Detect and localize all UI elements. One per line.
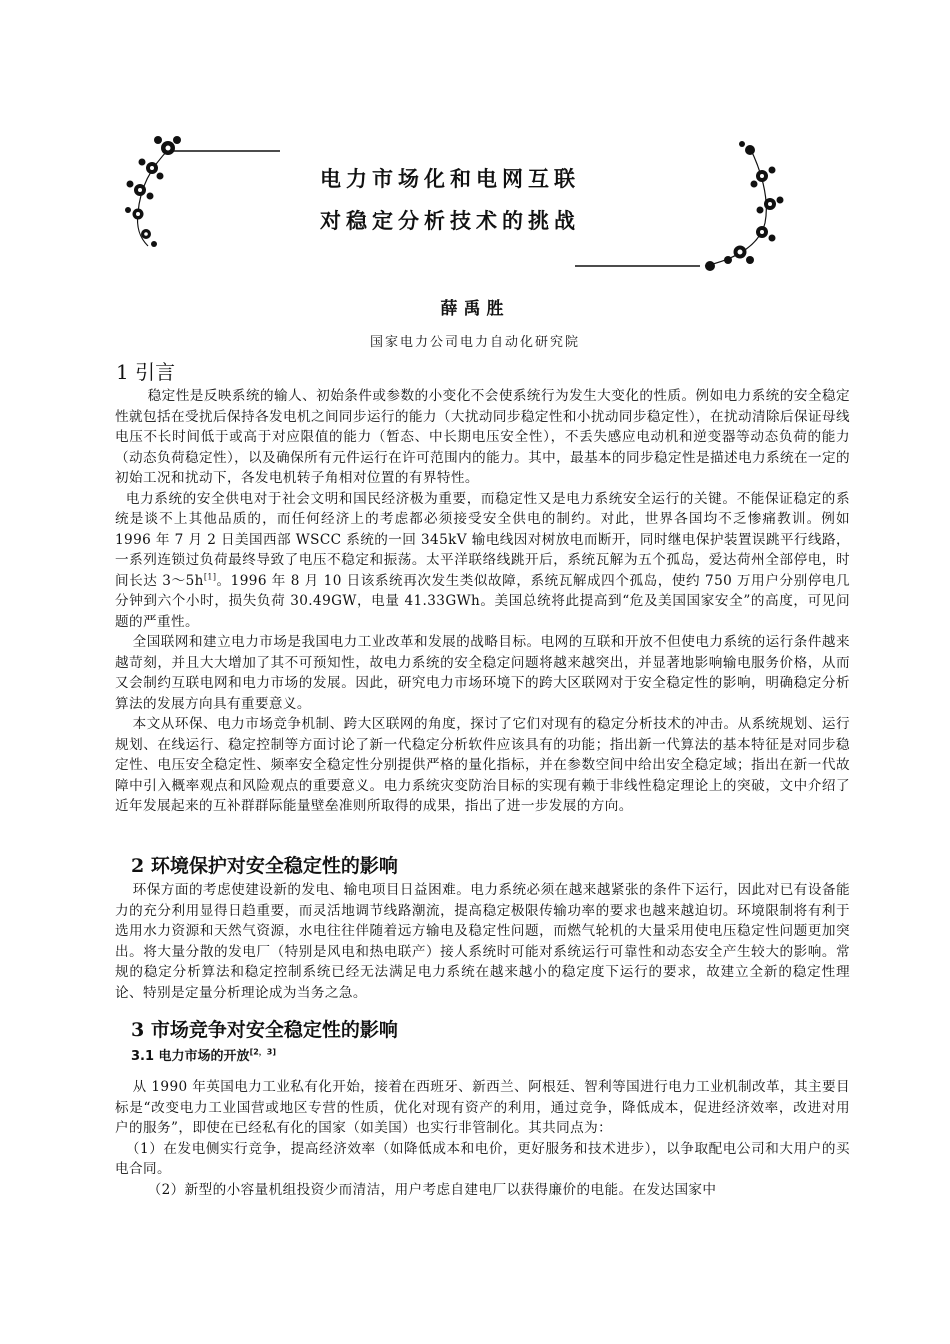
title-line-1: 电力市场化和电网互联 (320, 167, 580, 191)
section-3-paragraph-1: 从 1990 年英国电力工业私有化开始，接着在西班牙、新西兰、阿根廷、智利等国进行电力工业机制改革，其主要目标是“改变电力工业国营或地区专营的性质，优化对现有资产的利用，通过竞争，降低成本，促进经济效率，改进对用户的服务”，即使在已经私有化的国家（如美国）也实行非管制化。其共同点为： (115, 1079, 851, 1136)
title-line-2: 对稳定分析技术的挑战 (320, 209, 580, 233)
section-1-paragraph-2 (115, 489, 850, 633)
section-1-body (115, 386, 850, 817)
section-3-heading: 3 市场竞争对安全稳定性的影响 (131, 1019, 398, 1041)
citation-ref: [2，3] (249, 1047, 277, 1057)
floral-ornament-icon (110, 128, 830, 278)
paragraph-2-text-a: 电力系统的安全供电对于社会文明和国民经济极为重要，而稳定性又是电力系统安全运行的关键。不能保证稳定的系统是谈不上其他品质的，而任何经济上的考虑都必须接受安全供电的制约。对此，世界各国均不乏惨痛教训。例如 1996 年 7 月 2 日美国西部 WSCC 系统的一回 345kV 输电线因对树放电而断开，同时继电保护装置误跳平行线路，一系列连锁过负荷最终导致了电压不稳定和振荡。太平洋联络线跳开后，系统瓦解为五个孤岛，爱达荷州全部停电，时间长达 3～5h (115, 490, 850, 589)
section-2-body (115, 880, 850, 1003)
section-1-heading: 1 引言 (116, 360, 176, 384)
paragraph-2-text-b: 。1996 年 8 月 10 日该系统再次发生类似故障，系统瓦解成四个孤岛，使约 750 万用户分别停电几分钟到六个小时，损失负荷 30.49GW，电量 41.33GWh。美国总统将此提高到“危及美国国家安全”的高度，可见问题的严重性。 (115, 572, 851, 630)
subsection-3-1-title: 3.1 电力市场的开放 (131, 1049, 250, 1064)
subsection-3-1-heading (131, 1045, 276, 1064)
section-1-paragraph-3: 全国联网和建立电力市场是我国电力工业改革和发展的战略目标。电网的互联和开放不但使电力系统的运行条件越来越苛刻，并且大大增加了其不可预知性，故电力系统的安全稳定问题将越来越突出，并显著地影响输电服务价格，从而又会制约互联电网和电力市场的发展。因此，研究电力市场环境下的跨大区联网对于安全稳定性的影响，明确稳定分析算法的发展方向具有重要意义。 (115, 634, 850, 712)
section-3-item-1: （1）在发电侧实行竞争，提高经济效率（如降低成本和电价，更好服务和技术进步），以争取配电公司和大用户的买电合同。 (115, 1140, 850, 1177)
title-banner (110, 128, 830, 278)
author-affiliation: 国家电力公司电力自动化研究院 (369, 335, 580, 350)
section-1-paragraph-1: 稳定性是反映系统的输人、初始条件或参数的小变化不会使系统行为发生大变化的性质。例如电力系统的安全稳定性就包括在受扰后保持各发电机之间同步运行的能力（大扰动同步稳定性和小扰动同步稳定性），在扰动清除后保证母线电压不长时间低于或高于对应限值的能力（暂态、中长期电压安全性），不丢失感应电动机和逆变器等动态负荷的能力（动态负荷稳定性），以及确保所有元件运行在许可范围内的能力。其中，最基本的同步稳定性是描述电力系统在一定的初始工况和扰动下，各发电机转子角相对位置的有界特性。 (115, 388, 850, 486)
section-3-item-2: （2）新型的小容量机组投资少而清洁，用户考虑自建电厂以获得廉价的电能。在发达国家中 (147, 1181, 717, 1198)
section-2-heading: 2 环境保护对安全稳定性的影响 (131, 855, 398, 877)
section-3-body (115, 1077, 850, 1200)
section-2-paragraph-1: 环保方面的考虑使建设新的发电、输电项目日益困难。电力系统必须在越来越紧张的条件下运行，因此对已有设备能力的充分利用显得日趋重要，而灵活地调节线路潮流，提高稳定极限传输功率的要求也越来越迫切。环境限制将有利于选用水力资源和天然气资源，水电往往伴随着远方输电及稳定性问题，而燃气轮机的大量采用使电压稳定性问题更加突出。将大量分散的发电厂（特别是风电和热电联产）接人系统时可能对系统运行可靠性和动态安全产生较大的影响。常规的稳定分析算法和稳定控制系统已经无法满足电力系统在越来越小的稳定度下运行的要求，故建立全新的稳定性理论、特别是定量分析理论成为当务之急。 (115, 882, 850, 1001)
author-name: 薛禹胜 (440, 299, 510, 319)
section-1-paragraph-4: 本文从环保、电力市场竞争机制、跨大区联网的角度，探讨了它们对现有的稳定分析技术的冲击。从系统规划、运行规划、在线运行、稳定控制等方面讨论了新一代稳定分析软件应该具有的功能；指出新一代算法的基本特征是对同步稳定性、电压安全稳定性、频率安全稳定性分别提供严格的量化指标，并在参数空间中给出安全稳定域；指出在新一代故障中引入概率观点和风险观点的重要意义。电力系统灾变防治目标的实现有赖于非线性稳定理论上的突破，文中介绍了近年发展起来的互补群群际能量壁垒准则所取得的成果，指出了进一步发展的方向。 (115, 716, 850, 814)
citation-ref: [1] (203, 571, 217, 581)
